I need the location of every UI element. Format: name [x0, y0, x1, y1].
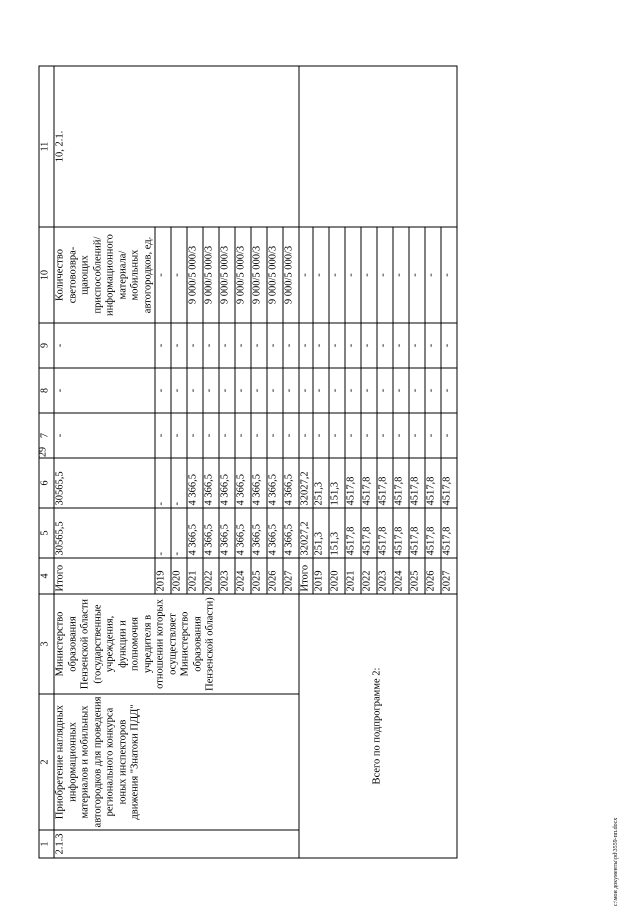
- subprogram-total-label: Всего по подпрограмме 2:: [299, 594, 457, 858]
- executor: Министерство образования Пензенской области (государственные учреждения, функции и полномочия учредителя в отношении которых осуществляет Министерство образования Пензенской области): [54, 594, 299, 694]
- activity-2-1-3-body: [54, 66, 299, 858]
- other-sources: -: [235, 323, 251, 368]
- other-sources: -: [203, 323, 219, 368]
- indicator-value: -: [425, 227, 441, 323]
- year-cell: 2023: [377, 558, 393, 594]
- col-header: 10: [39, 227, 54, 323]
- local-budget: -: [155, 368, 171, 413]
- total-funds: 32027,2: [299, 508, 313, 558]
- total-funds: 4517,8: [345, 508, 361, 558]
- year-cell: 2020: [171, 558, 187, 594]
- col-header: 11: [39, 66, 54, 227]
- year-cell: 2021: [187, 558, 203, 594]
- regional-budget: 151,3: [329, 458, 345, 508]
- local-budget: -: [361, 368, 377, 413]
- federal-budget: -: [345, 413, 361, 458]
- other-sources: -: [251, 323, 267, 368]
- local-budget: -: [219, 368, 235, 413]
- other-sources: -: [171, 323, 187, 368]
- local-budget: -: [313, 368, 329, 413]
- indicator-value: -: [361, 227, 377, 323]
- federal-budget: -: [425, 413, 441, 458]
- indicator-value: 9 000/5 000/3: [267, 227, 283, 323]
- regional-budget: 4 366,5: [283, 458, 299, 508]
- year-cell: 2027: [283, 558, 299, 594]
- year-cell: 2022: [203, 558, 219, 594]
- total-funds: 4517,8: [377, 508, 393, 558]
- rotated-table-container: [39, 66, 486, 858]
- federal-budget: -: [251, 413, 267, 458]
- federal-budget: -: [441, 413, 457, 458]
- other-sources: -: [267, 323, 283, 368]
- year-cell: 2021: [345, 558, 361, 594]
- regional-budget: -: [171, 458, 187, 508]
- federal-budget: -: [361, 413, 377, 458]
- other-sources: -: [329, 323, 345, 368]
- other-sources: -: [299, 323, 313, 368]
- total-funds: 4 366,5: [203, 508, 219, 558]
- col-header: 8: [39, 368, 54, 413]
- local-budget: -: [409, 368, 425, 413]
- year-cell: 2025: [409, 558, 425, 594]
- other-sources: -: [313, 323, 329, 368]
- year-cell: 2025: [251, 558, 267, 594]
- col-header: 6: [39, 458, 54, 508]
- other-sources: -: [155, 323, 171, 368]
- federal-budget: -: [171, 413, 187, 458]
- item-number: 2.1.3: [54, 830, 299, 858]
- regional-budget: -: [155, 458, 171, 508]
- regional-budget: 4 366,5: [203, 458, 219, 508]
- federal-budget: -: [187, 413, 203, 458]
- total-funds: 4 366,5: [251, 508, 267, 558]
- other-sources: -: [345, 323, 361, 368]
- regional-budget: 30565,5: [54, 458, 155, 508]
- year-cell: 2019: [313, 558, 329, 594]
- local-budget: -: [345, 368, 361, 413]
- local-budget: -: [441, 368, 457, 413]
- local-budget: -: [299, 368, 313, 413]
- regional-budget: 4 366,5: [251, 458, 267, 508]
- total-funds: 4517,8: [393, 508, 409, 558]
- total-funds: -: [155, 508, 171, 558]
- subprogram-total-body: [299, 66, 457, 858]
- indicator-value: -: [299, 227, 313, 323]
- indicator-value: -: [345, 227, 361, 323]
- other-sources: -: [393, 323, 409, 368]
- regional-budget: 4 366,5: [219, 458, 235, 508]
- local-budget: -: [54, 368, 155, 413]
- col-header: 4: [39, 558, 54, 594]
- indicator-value: -: [155, 227, 171, 323]
- federal-budget: -: [393, 413, 409, 458]
- page-number: 29: [37, 447, 49, 457]
- col-header: 5: [39, 508, 54, 558]
- column-number-row: [39, 66, 54, 858]
- other-sources: -: [187, 323, 203, 368]
- other-sources: -: [425, 323, 441, 368]
- total-funds: 4517,8: [409, 508, 425, 558]
- other-sources: -: [377, 323, 393, 368]
- regional-budget: 4517,8: [393, 458, 409, 508]
- local-budget: -: [329, 368, 345, 413]
- table-row: [299, 66, 313, 858]
- total-funds: 4517,8: [441, 508, 457, 558]
- local-budget: -: [267, 368, 283, 413]
- local-budget: -: [187, 368, 203, 413]
- table-row: [54, 66, 155, 858]
- period-label: Итого: [299, 558, 313, 594]
- year-cell: 2024: [235, 558, 251, 594]
- year-cell: 2023: [219, 558, 235, 594]
- federal-budget: -: [283, 413, 299, 458]
- regional-budget: 4517,8: [345, 458, 361, 508]
- other-sources: -: [361, 323, 377, 368]
- federal-budget: -: [219, 413, 235, 458]
- total-funds: 4 366,5: [267, 508, 283, 558]
- total-funds: 251,3: [313, 508, 329, 558]
- indicator-value: -: [393, 227, 409, 323]
- local-budget: -: [203, 368, 219, 413]
- regional-budget: 4 366,5: [235, 458, 251, 508]
- total-funds: 151,3: [329, 508, 345, 558]
- indicator-ref: 10, 2.1.: [54, 66, 299, 227]
- year-cell: 2024: [393, 558, 409, 594]
- period-label: Итого: [54, 558, 155, 594]
- year-cell: 2019: [155, 558, 171, 594]
- total-funds: 30565,5: [54, 508, 155, 558]
- local-budget: -: [393, 368, 409, 413]
- other-sources: -: [441, 323, 457, 368]
- regional-budget: 4 366,5: [267, 458, 283, 508]
- regional-budget: 4517,8: [409, 458, 425, 508]
- indicator-value: 9 000/5 000/3: [187, 227, 203, 323]
- federal-budget: -: [313, 413, 329, 458]
- indicator-value: -: [329, 227, 345, 323]
- year-cell: 2022: [361, 558, 377, 594]
- federal-budget: -: [299, 413, 313, 458]
- year-cell: 2026: [425, 558, 441, 594]
- indicator-value: 9 000/5 000/3: [203, 227, 219, 323]
- regional-budget: 4517,8: [361, 458, 377, 508]
- federal-budget: -: [409, 413, 425, 458]
- federal-budget: -: [235, 413, 251, 458]
- indicator-name: Количество световозвра-щающих приспособлений/ информационного материала/ мобильных автогородков, ед.: [54, 227, 155, 323]
- indicator-value: -: [377, 227, 393, 323]
- indicator-value: 9 000/5 000/3: [219, 227, 235, 323]
- indicator-value: -: [313, 227, 329, 323]
- local-budget: -: [283, 368, 299, 413]
- indicator-value: 9 000/5 000/3: [251, 227, 267, 323]
- federal-budget: -: [377, 413, 393, 458]
- other-sources: -: [283, 323, 299, 368]
- activity-name: Приобретение наглядных информационных материалов и мобильных автогородков для проведения регионального конкурса юных инспекторов движения "Знатоки ПДД": [54, 694, 299, 830]
- total-funds: 4 366,5: [283, 508, 299, 558]
- local-budget: -: [251, 368, 267, 413]
- federal-budget: -: [267, 413, 283, 458]
- local-budget: -: [425, 368, 441, 413]
- program-table: [39, 65, 458, 858]
- regional-budget: 4517,8: [425, 458, 441, 508]
- year-cell: 2026: [267, 558, 283, 594]
- total-funds: 4517,8: [425, 508, 441, 558]
- regional-budget: 4 366,5: [187, 458, 203, 508]
- regional-budget: 4517,8: [441, 458, 457, 508]
- other-sources: -: [219, 323, 235, 368]
- regional-budget: 4517,8: [377, 458, 393, 508]
- federal-budget: -: [329, 413, 345, 458]
- year-cell: 2020: [329, 558, 345, 594]
- year-cell: 2027: [441, 558, 457, 594]
- federal-budget: -: [54, 413, 155, 458]
- total-funds: 4 366,5: [219, 508, 235, 558]
- col-header: 7: [39, 413, 54, 458]
- col-header: 2: [39, 694, 54, 830]
- regional-budget: 251,3: [313, 458, 329, 508]
- local-budget: -: [377, 368, 393, 413]
- indicator-value: 9 000/5 000/3: [235, 227, 251, 323]
- federal-budget: -: [203, 413, 219, 458]
- local-budget: -: [235, 368, 251, 413]
- indicator-value: -: [441, 227, 457, 323]
- indicator-ref: [299, 66, 457, 227]
- indicator-value: -: [409, 227, 425, 323]
- local-budget: -: [171, 368, 187, 413]
- federal-budget: -: [155, 413, 171, 458]
- col-header: 3: [39, 594, 54, 694]
- total-funds: -: [171, 508, 187, 558]
- footer-file-path: c:\мои документы\pd\3559-пп.docx: [613, 817, 619, 906]
- col-header: 1: [39, 830, 54, 858]
- total-funds: 4 366,5: [187, 508, 203, 558]
- col-header: 9: [39, 323, 54, 368]
- regional-budget: 32027,2: [299, 458, 313, 508]
- other-sources: -: [54, 323, 155, 368]
- indicator-value: -: [171, 227, 187, 323]
- total-funds: 4517,8: [361, 508, 377, 558]
- indicator-value: 9 000/5 000/3: [283, 227, 299, 323]
- other-sources: -: [409, 323, 425, 368]
- total-funds: 4 366,5: [235, 508, 251, 558]
